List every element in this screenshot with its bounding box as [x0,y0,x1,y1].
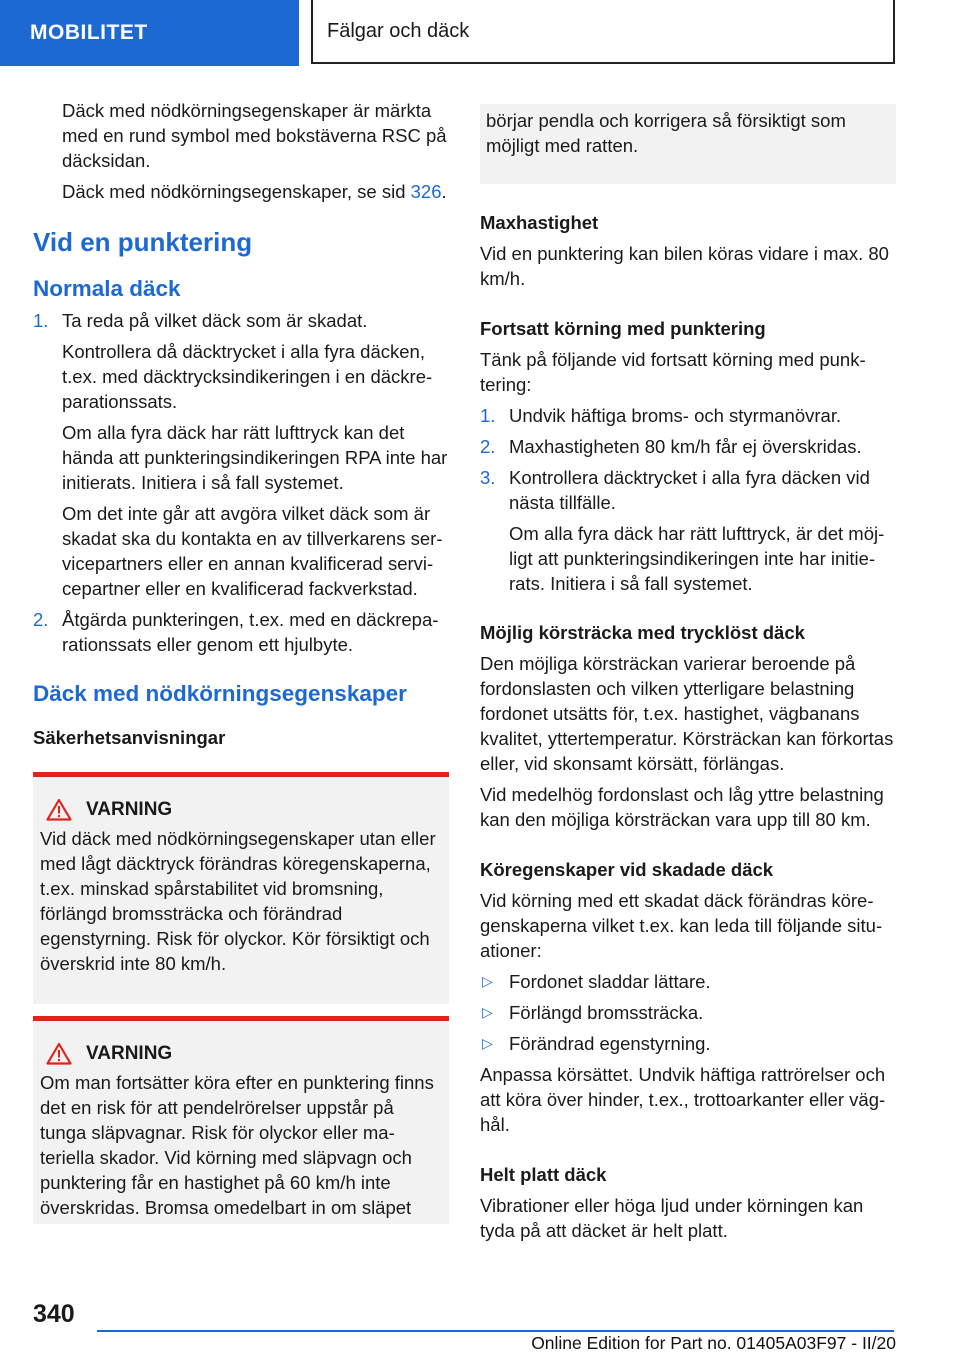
heading-normal-tyres: Normala däck [33,276,181,301]
numbered-step [33,308,449,601]
chapter-title: Fälgar och däck [311,0,895,64]
bullet-item [480,1000,896,1025]
heading-safety: Säkerhetsanvisningar [33,727,226,748]
intro-reference [33,179,449,204]
heading-puncture: Vid en punktering [33,227,253,257]
step-number: 2. [33,609,49,630]
bullet-item [480,1031,896,1056]
reference-text: Däck med nödkörningsegenskaper, se sid [62,181,411,202]
step-number: 3. [480,467,496,488]
distance-text-2: Vid medelhög fordonslast och låg yttre belastning kan den möjliga körsträckan vara upp till 80 km. [480,784,884,830]
bullet-triangle-icon: ▷ [482,1035,493,1051]
warning-continuation [480,104,896,184]
numbered-step [480,403,896,428]
flat-tyre-text: Vibrationer eller höga ljud under körningen kan tyda på att däcket är helt platt. [480,1195,864,1241]
page-number: 340 [33,1300,75,1328]
heading-flat-tyre: Helt platt däck [480,1164,607,1185]
footer-divider [97,1330,894,1332]
bullet-triangle-icon: ▷ [482,973,493,989]
right-column [480,100,896,1243]
numbered-step [33,607,449,657]
step-text: Kontrollera däcktrycket i alla fyra däcken vid nästa tillfälle. [509,467,870,513]
intro-paragraph: Däck med nödkörningsegenskaper är märkta med en rund symbol med bokstäverna RSC på däcksidan. [62,100,447,171]
warning-text-1: Vid däck med nödkörningsegenskaper utan eller med lågt däcktryck förändras köregenskaperna, t.ex. minskad spårstabilitet vid bromsning, förlängd bromssträcka och förändrad egenstyrning. Risk för olyckor. Kör försiktigt och överskrid inte 80 km/h. [40,828,436,974]
step-text: Om alla fyra däck har rätt lufttryck kan det hända att punkteringsindikeringen RPA inte har initierats. Initiera i så fall systemet. [62,422,448,493]
warning-title-1 [40,797,442,822]
warning-label-2: VARNING [86,1043,173,1064]
left-column [33,98,449,1224]
step-text: Åtgärda punkteringen, t.ex. med en däckreparationssats eller genom ett hjulbyte. [62,609,439,655]
distance-text-1: Den möjliga körsträckan varierar beroende på fordonslasten och vilken ytterligare belastning fordonet utsätts för, t.ex. hastighet, vägbanans kvalitet, yttertemperatur. Körsträckan kan förkortas eller, vid skonsamt körsätt, förlängas. [480,653,894,774]
step-text: Kontrollera då däcktrycket i alla fyra däcken, t.ex. med däcktrycksindikeringen i en däckreparationssats. [62,341,433,412]
warning-triangle-icon [46,1042,72,1065]
warning-label-1: VARNING [86,799,173,820]
step-number: 2. [480,436,496,457]
heading-rsc-tyres: Däck med nödkörningsegenskaper [33,681,407,706]
warning-triangle-icon [46,798,72,821]
footer-edition: Online Edition for Part no. 01405A03F97 - II/20 [531,1333,896,1353]
step-number: 1. [33,310,49,331]
bullet-triangle-icon: ▷ [482,1004,493,1020]
warning-box-2 [33,1016,449,1224]
reference-end: . [441,181,447,202]
page-link[interactable]: 326 [410,181,442,202]
heading-possible-distance: Möjlig körsträcka med trycklöst däck [480,622,805,643]
puncture-steps-list [33,308,449,657]
heading-max-speed: Maxhastighet [480,212,599,233]
handling-after-text: Anpassa körsättet. Undvik häftiga rattrörelser och att köra över hinder, t.ex., trottoarkanter eller väghål. [480,1064,886,1135]
handling-text: Vid körning med ett skadat däck förändras köregenskaperna vilket t.ex. kan leda till följande situationer: [480,890,883,961]
step-text: Ta reda på vilket däck som är skadat. [62,310,368,331]
continued-driving-list [480,403,896,596]
heading-handling: Köregenskaper vid skadade däck [480,859,774,880]
bullet-text: Fordonet sladdar lättare. [509,971,711,992]
step-text: Om det inte går att avgöra vilket däck som är skadat ska du kontakta en av tillverkarens servicepartners eller en annan kvalificerad servicepartner eller en kvalificerad fackverkstad. [62,503,443,599]
bullet-text: Förlängd bromssträcka. [509,1002,704,1023]
warning-title-2 [40,1041,442,1066]
step-number: 1. [480,405,496,426]
numbered-step [480,465,896,596]
max-speed-text: Vid en punktering kan bilen köras vidare i max. 80 km/h. [480,243,889,289]
step-text: Undvik häftiga broms- och styrmanövrar. [509,405,842,426]
warning-text-2: Om man fortsätter köra efter en punktering finns det en risk för att pendelrörelser uppstår på tunga släpvagnar. Risk för olyckor eller materiella skador. Vid körning med släpvagn och punktering får en hastighet på 60 km/h inte överskridas. Bromsa omedelbart in om släpet [40,1072,434,1218]
handling-bullet-list [480,969,896,1056]
numbered-step [480,434,896,459]
section-tab: MOBILITET [0,0,299,66]
continued-driving-text: Tänk på följande vid fortsatt körning med punktering: [480,349,866,395]
step-text: Maxhastigheten 80 km/h får ej överskridas. [509,436,862,457]
step-text: Om alla fyra däck har rätt lufttryck, är det möjligt att punkteringsindikeringen inte har initierats. Initiera i så fall systemet. [509,523,885,594]
heading-continued-driving: Fortsatt körning med punktering [480,318,766,339]
warning-box-1 [33,772,449,1004]
warning-continuation-text: börjar pendla och korrigera så försiktigt som möjligt med ratten. [486,110,846,156]
bullet-text: Förändrad egenstyrning. [509,1033,711,1054]
bullet-item [480,969,896,994]
